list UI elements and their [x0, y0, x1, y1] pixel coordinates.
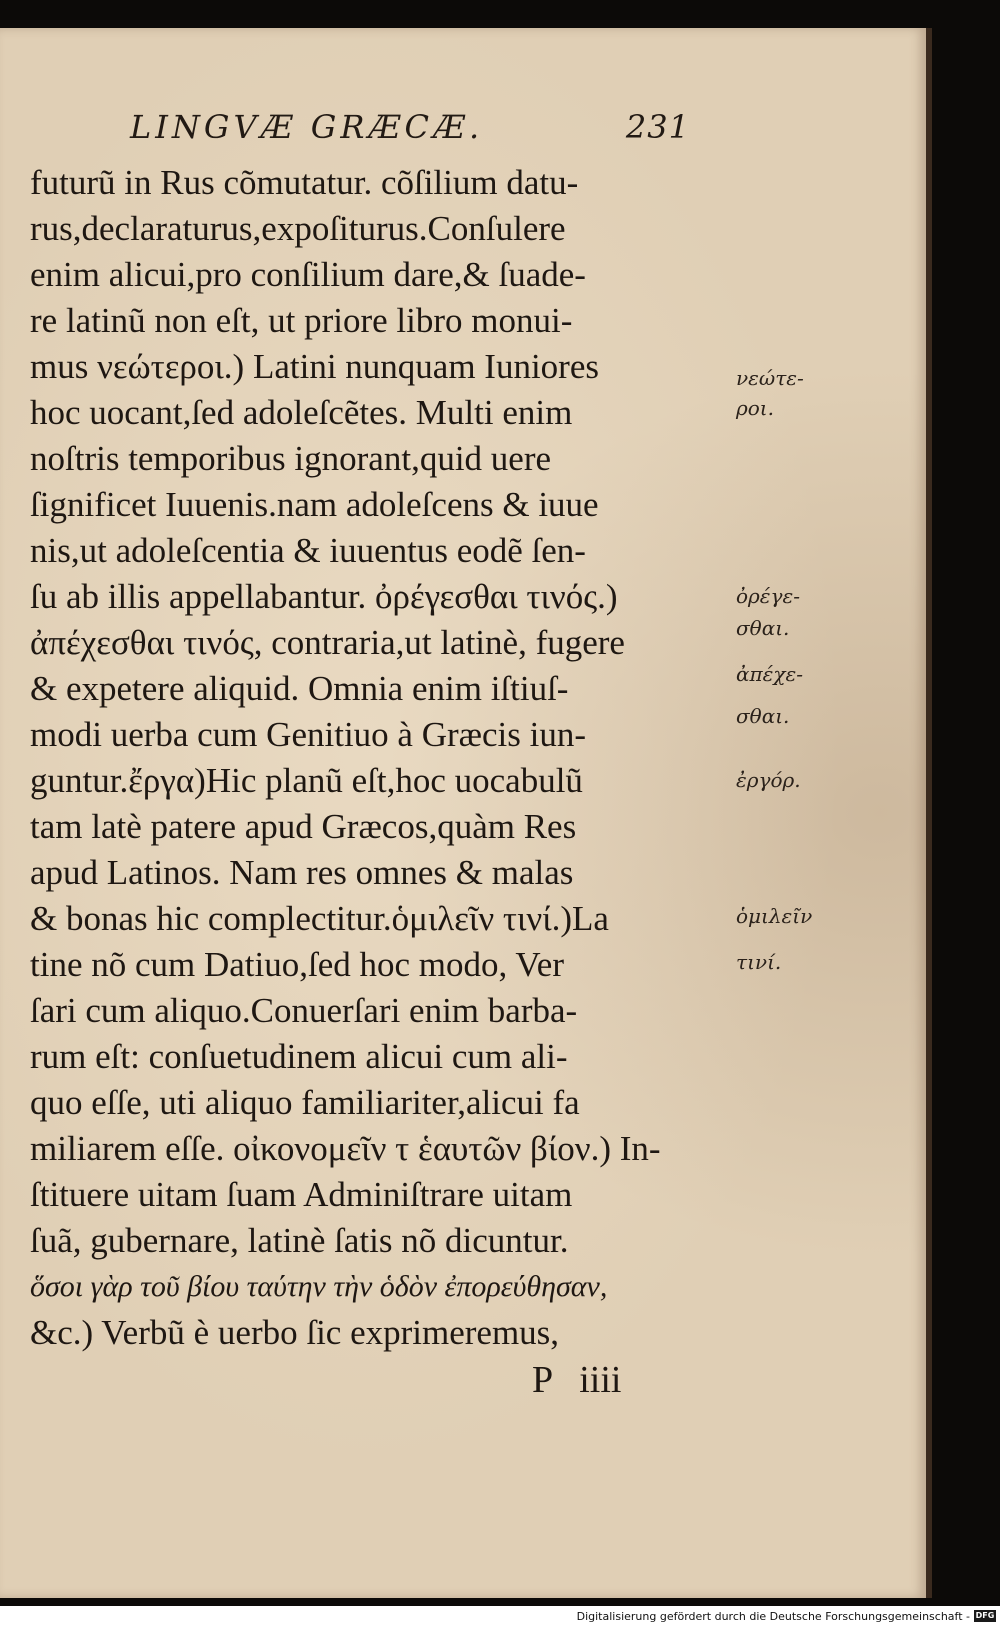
- funding-note: Digitalisierung gefördert durch die Deutsche Forschungsgemeinschaft -: [576, 1610, 970, 1623]
- margin-note: τινί.: [736, 950, 782, 974]
- text-line-greek: ὅσοι γὰρ τοῦ βίου ταύτην τὴν ὁδὸν ἐπορεύθησαν,: [30, 1270, 608, 1303]
- running-head: [130, 108, 690, 152]
- text-line: tam latè patere apud Græcos,quàm Res: [30, 807, 577, 846]
- text-line: modi uerba cum Genitiuo à Græcis iun-: [30, 715, 586, 754]
- text-line: futurũ in Rus cõmutatur. cõſilium datu-: [30, 163, 579, 202]
- margin-note: ἀπέχε-: [736, 662, 803, 686]
- text-line: apud Latinos. Nam res omnes & malas: [30, 853, 574, 892]
- margin-note: ροι.: [736, 396, 774, 420]
- page-number: 231: [625, 108, 690, 146]
- margin-note: ὀρέγε-: [736, 584, 800, 608]
- text-line: nis,ut adoleſcentia & iuuentus eodẽ ſen-: [30, 531, 586, 570]
- margin-note: νεώτε-: [736, 366, 804, 390]
- margin-note: ὁμιλεῖν: [736, 904, 813, 928]
- text-line: &c.) Verbũ è uerbo ſic exprimeremus,: [30, 1313, 560, 1352]
- text-line: & expetere aliquid. Omnia enim iſtiuſ-: [30, 669, 569, 708]
- text-line: rus,declaraturus,expoſiturus.Conſulere: [30, 209, 566, 248]
- text-line: ſari cum aliquo.Conuerſari enim barba-: [30, 991, 578, 1030]
- running-head-title: LINGVÆ GRÆCÆ.: [130, 108, 484, 146]
- text-line: ſu ab illis appellabantur. ὀρέγεσθαι τινός.): [30, 577, 618, 616]
- text-line: ἀπέχεσθαι τινός, contraria,ut latinè, fugere: [30, 623, 625, 662]
- text-line: re latinũ non eſt, ut priore libro monui-: [30, 301, 573, 340]
- text-line: & bonas hic complectitur.ὁμιλεῖν τινί.)La: [30, 899, 609, 938]
- page-edge: [926, 28, 932, 1598]
- text-line: enim alicui,pro conſilium dare,& ſuade-: [30, 255, 586, 294]
- text-line: rum eſt: conſuetudinem alicui cum ali-: [30, 1037, 568, 1076]
- body-text: [30, 160, 730, 1356]
- text-line: ſtituere uitam ſuam Adminiſtrare uitam: [30, 1175, 573, 1214]
- text-line: ſuã, gubernare, latinè ſatis nõ dicuntur.: [30, 1221, 569, 1260]
- margin-note: σθαι.: [736, 704, 790, 728]
- dfg-logo: DFG: [975, 1611, 995, 1620]
- text-line: noſtris temporibus ignorant,quid uere: [30, 439, 552, 478]
- signature-mark: P iiii: [532, 1359, 622, 1401]
- text-line: miliarem eſſe. οἰκονομεῖν τ ἑαυτῶν βίον.) In-: [30, 1129, 661, 1168]
- text-line: guntur.ἔργα)Hic planũ eſt,hoc uocabulũ: [30, 761, 583, 800]
- text-line: ſignificet Iuuenis.nam adoleſcens & iuue: [30, 485, 599, 524]
- text-line: mus νεώτεροι.) Latini nunquam Iuniores: [30, 347, 599, 386]
- text-line: hoc uocant,ſed adoleſcẽtes. Multi enim: [30, 393, 573, 432]
- text-line: quo eſſe, uti aliquo familiariter,alicui fa: [30, 1083, 580, 1122]
- margin-note: ἐργόρ.: [736, 768, 801, 792]
- text-line: tine nõ cum Datiuo,ſed hoc modo, Ver: [30, 945, 564, 984]
- margin-note: σθαι.: [736, 616, 790, 640]
